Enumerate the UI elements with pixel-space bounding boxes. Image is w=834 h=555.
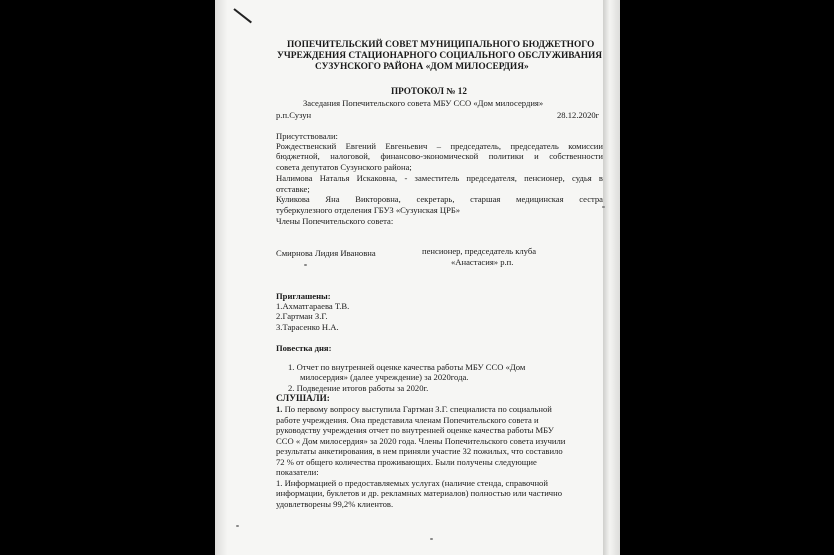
agenda-item-1-line-2: милосердия» (далее учреждение) за 2020года. [300,372,469,382]
heard-line-1 [276,404,552,414]
member-role: пенсионер, председатель клуба [422,246,537,256]
heard-label: СЛУШАЛИ: [276,393,330,403]
attendee-1-line-3: совета депутатов Сузунского района; [276,162,412,172]
attendee-1-line-2: бюджетной, налоговой, финансово-экономической политики и собственности [276,151,603,161]
attendee-2-line-2: отставке; [276,184,310,194]
scan-speck [236,525,239,527]
agenda-item-2: 2. Подведение итогов работы за 2020г. [288,383,429,393]
heard-line-5: результаты анкетирования, в нем приняли участие 32 пожилых, что составило [276,446,563,456]
attendees-label: Присутствовали: [276,131,338,141]
attendee-3-line-2: туберкулезного отделения ГБУЗ «Сузунская ЦРБ» [276,205,461,215]
heard-item-number: 1. [276,404,283,414]
scan-speck [430,538,433,540]
heard-line-2: работе учреждения. Она представила членам Попечительского совета и [276,415,539,425]
scan-speck [304,264,307,266]
page-left-edge [215,0,227,555]
heard-line-3: руководству учреждения отчет по внутренней оценке качества работы МБУ [276,425,554,435]
invited-item-2: 2.Гартман З.Г. [276,311,328,321]
scan-speck [602,206,605,208]
header-line-2: УЧРЕЖДЕНИЯ СТАЦИОНАРНОГО СОЦИАЛЬНОГО ОБСЛУЖИВАНИЯ [277,51,603,61]
invited-item-1: 1.Ахматгараева Т.В. [276,301,350,311]
protocol-place: р.п.Сузун [276,110,312,120]
attendee-2-line-1: Налимова Наталья Искаковна, - заместитель председателя, пенсионер, судья в [276,173,603,183]
attendee-1-line-1: Рождественский Евгений Евгеньевич – председатель, председатель комиссии [276,141,603,151]
attendee-3-line-1: Куликова Яна Викторовна, секретарь, старшая медицинская сестра [276,194,603,204]
header-line-3: СУЗУНСКОГО РАЙОНА «ДОМ МИЛОСЕРДИЯ» [315,62,529,72]
heard-line-6: 72 % от общего количества проживающих. Были получены следующие [276,457,537,467]
invited-item-3: 3.Тарасенко Н.А. [276,322,339,332]
member-club: «Анастасия» р.п. [451,257,514,267]
protocol-title: ПРОТОКОЛ № 12 [391,86,467,96]
heard-line-1-text: По первому вопросу выступила Гартман З.Г. специалиста по социальной [282,404,552,414]
heard-line-7: показатели: [276,467,319,477]
agenda-label: Повестка дня: [276,343,332,353]
invited-label: Приглашены: [276,291,331,301]
page-right-edge [603,0,620,555]
header-line-1: ПОПЕЧИТЕЛЬСКИЙ СОВЕТ МУНИЦИПАЛЬНОГО БЮДЖЕТНОГО [287,40,595,50]
heard-line-4: ССО « Дом милосердия» за 2020 года. Члены Попечительского совета изучили [276,436,566,446]
agenda-item-1-line-1: 1. Отчет по внутренней оценке качества работы МБУ ССО «Дом [288,362,526,372]
protocol-date: 28.12.2020г [557,110,600,120]
members-label: Члены Попечительского совета: [276,216,394,226]
protocol-subtitle: Заседания Попечительского совета МБУ ССО «Дом милосердия» [303,98,544,108]
heard-line-9: информации, буклетов и др. рекламных материалов) полностью или частично [276,488,563,498]
member-name: Смирнова Лидия Ивановна [276,248,376,258]
heard-line-10: удовлетворены 99,2% клиентов. [276,499,394,509]
heard-line-8: 1. Информацией о предоставляемых услугах (наличие стенда, справочной [276,478,548,488]
